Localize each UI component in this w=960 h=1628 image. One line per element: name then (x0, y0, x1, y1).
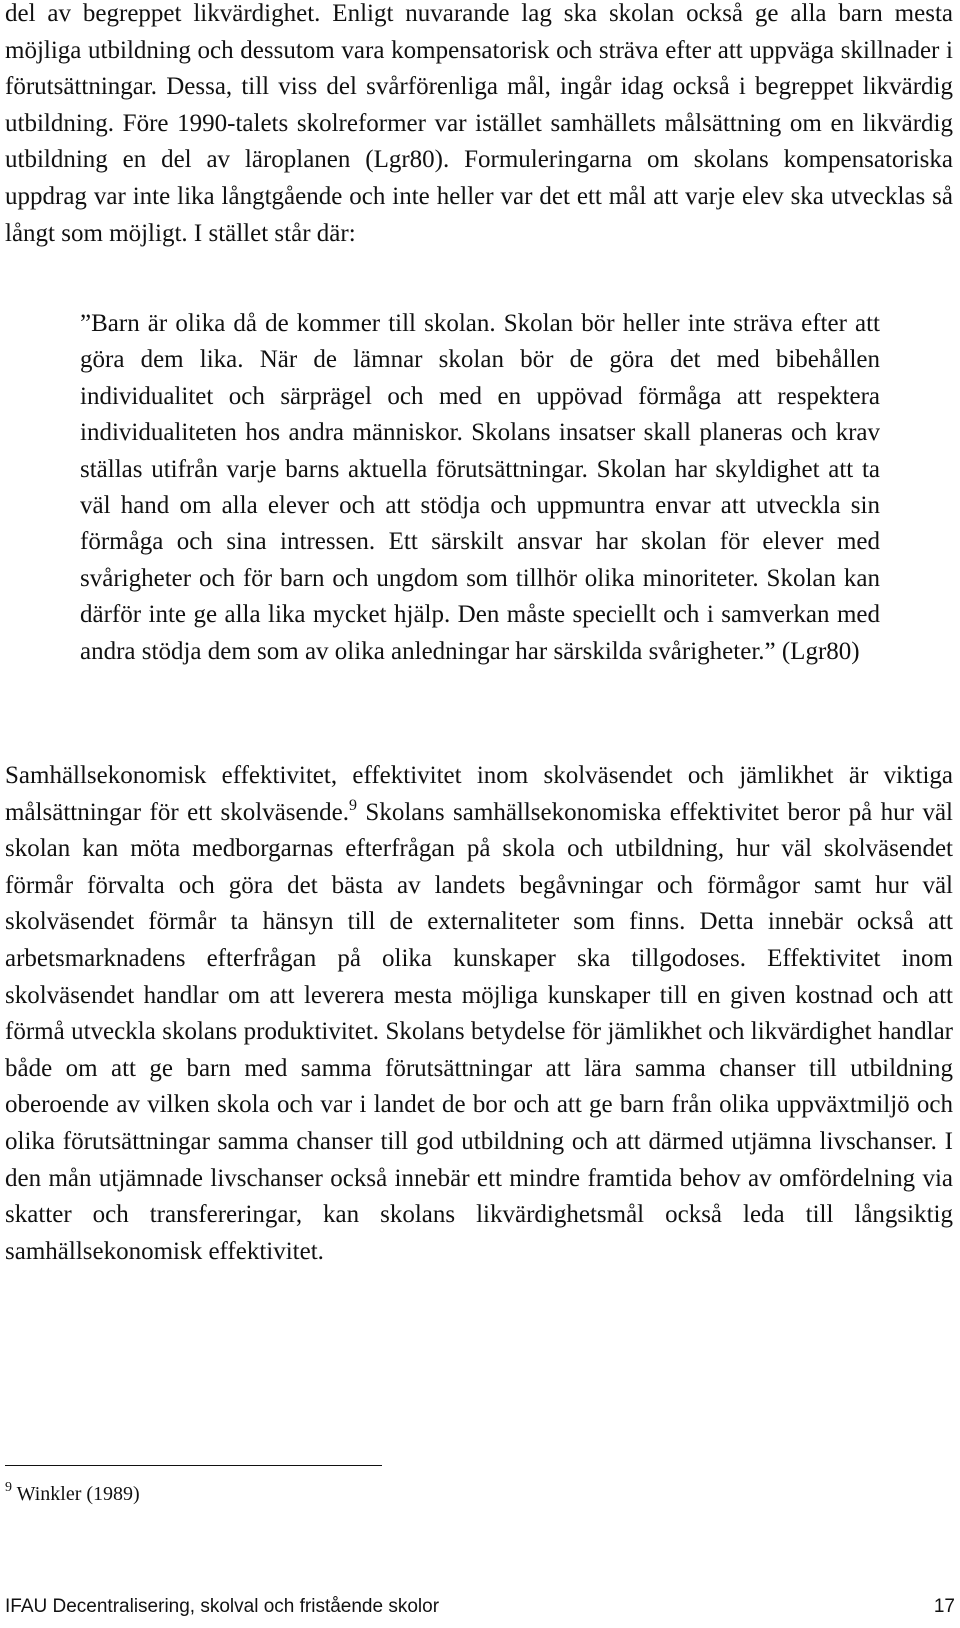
footnote-number: 9 (5, 1480, 12, 1495)
footnote-separator (5, 1465, 382, 1466)
paragraph-2-text-before-note: Samhällsekonomisk effektivitet, effektivitet inom skolväsendet och jämlikhet är viktiga målsättningar för ett skolväsende. (5, 762, 953, 826)
footnote (5, 1481, 140, 1507)
footnote-text: Winkler (1989) (12, 1483, 140, 1505)
body-paragraph-2 (5, 758, 953, 1270)
body-paragraph-1: del av begreppet likvärdighet. Enligt nuvarande lag ska skolan också ge alla barn mesta möjliga utbildning och dessutom vara kompensatorisk och sträva efter att uppväga skillnader i förutsättningar. Dessa, till viss del svårförenliga mål, ingår idag också i begreppet likvärdig utbildning. Före 1990-talets skolreformer var istället samhällets målsättning om en likvärdig utbildning en del av läroplanen (Lgr80). Formuleringarna om skolans kompensatoriska uppdrag var inte lika långtgående och inte heller var det ett mål att varje elev ska utvecklas så långt som möjligt. I stället står där: (5, 0, 953, 247)
footer-title: IFAU Decentralisering, skolval och fristående skolor (5, 1596, 440, 1617)
paragraph-2-text-after-note: Skolans samhällsekonomiska effektivitet beror på hur väl skolan kan möta medborgarnas efterfrågan på skola och utbildning, hur väl skolväsendet förmår förvalta och göra det bästa av landets begåvningar och förmågor samt hur väl skolväsendet förmår ta hänsyn till de externaliteter som finns. Detta innebär också att arbetsmarknadens efterfrågan på olika kunskaper ska tillgodoses. Effektivitet inom skolväsendet handlar om att leverera mesta möjliga kunskaper till en given kostnad och att förmå utveckla skolans produktivitet. Skolans betydelse för jämlikhet och likvärdighet handlar både om att ge barn med samma förutsättningar att lära samma chanser till utbildning oberoende av vilken skola och var i landet de bor och att ge barn från olika uppväxtmiljö och olika förutsättningar samma chanser till god utbildning och att därmed utjämna livschanser. I den mån utjämnade livschanser också innebär ett mindre framtida behov av omfördelning via skatter och transfereringar, kan skolans likvärdighetsmål också leda till långsiktig samhällsekonomisk effektivitet. (5, 798, 953, 1265)
block-quote-lgr80: ”Barn är olika då de kommer till skolan. Skolan bör heller inte sträva efter att göra dem lika. När de lämnar skolan bör de göra det med bibehållen individualitet och särprägel och med en uppövad förmåga att respektera individualiteten hos andra människor. Skolans insatser skall planeras och krav ställas utifrån varje barns aktuella förutsättningar. Skolan har skyldighet att ta väl hand om alla elever och att stödja och uppmuntra envar att utveckla sin förmåga och sina intressen. Ett särskilt ansvar har skolan för elever med svårigheter och för barn och ungdom som tillhör olika minoriteter. Skolan kan därför inte ge alla lika mycket hjälp. Den måste speciellt och i samverkan med andra stödja dem som av olika anledningar har särskilda svårigheter.” (Lgr80) (80, 310, 880, 665)
page-number: 17 (933, 1596, 955, 1617)
page-footer (5, 1595, 955, 1619)
footnote-reference[interactable]: 9 (348, 796, 357, 814)
